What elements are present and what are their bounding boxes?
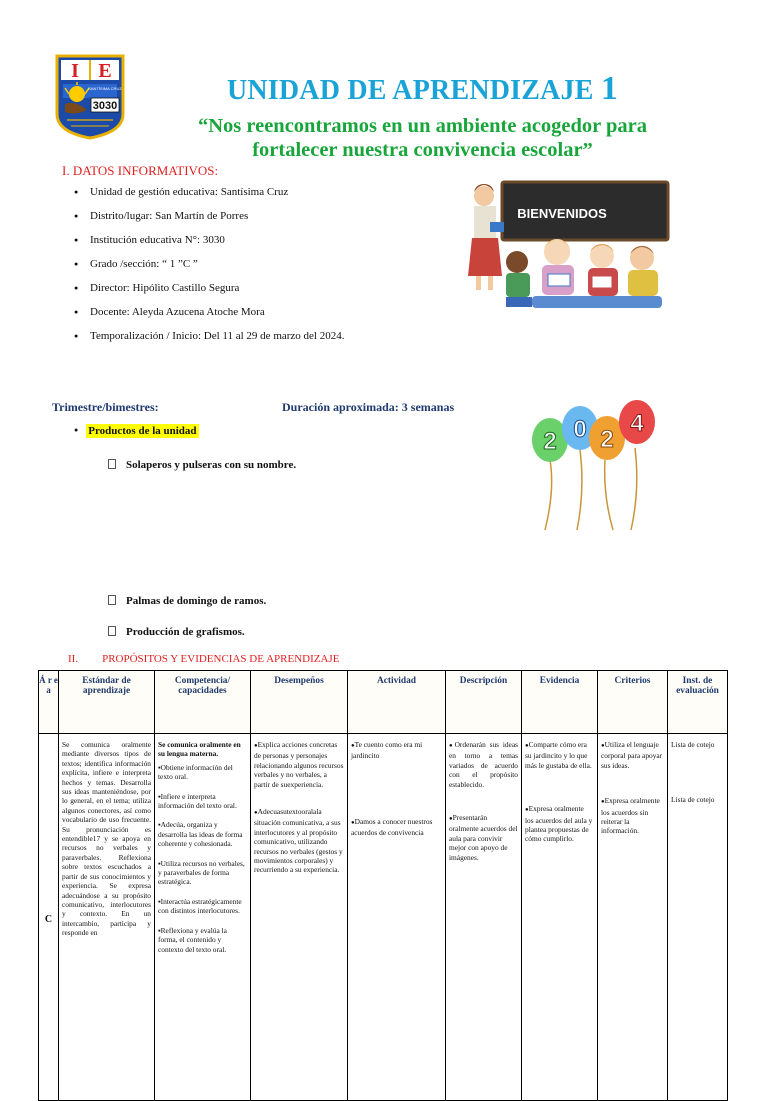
unit-number: 1	[600, 70, 619, 107]
col-header-actividad: Actividad	[348, 671, 446, 734]
info-item: ● Grado /sección: “ 1 ”C ”	[72, 257, 452, 281]
capacidad-item: ▪ Infiere e interpreta información del texto oral.	[158, 792, 247, 811]
info-item: ● Unidad de gestión educativa: Santísima Cruz	[72, 185, 452, 209]
descripcion-item: ● Ordenarán sus ideas en torno a temas variados de acuerdo con el propósito establecido.	[449, 740, 518, 789]
col-header-estandar: Estándar de aprendizaje	[59, 671, 155, 734]
cell-criterios	[598, 734, 668, 1101]
welcome-illustration	[462, 176, 670, 318]
capacidad-item: ▪ Adecúa, organiza y desarrolla las ideas de forma coherente y cohesionada.	[158, 820, 247, 848]
bullet-icon: ●	[74, 426, 79, 434]
info-item: ● Temporalización / Inicio: Del 11 al 29 de marzo del 2024.	[72, 329, 452, 353]
balloon-digit: 0	[573, 416, 587, 443]
col-header-area: Á r e a	[39, 671, 59, 734]
col-header-inst: Inst. de evaluación	[668, 671, 728, 734]
capacidad-item: ▪ Reflexiona y evalúa la forma, el contenido y contexto del texto oral.	[158, 926, 247, 954]
col-header-competencia: Competencia/ capacidades	[155, 671, 251, 734]
info-item: ● Distrito/lugar: San Martín de Porres	[72, 209, 452, 233]
balloon-digit: 2	[543, 428, 557, 455]
evidencia-item: ● Comparte cómo era su jardincito y lo que más le gustaba de ella.	[525, 740, 594, 770]
logo-number: 3030	[92, 100, 118, 112]
cell-actividad	[348, 734, 446, 1101]
balloon-digit: 4	[630, 410, 644, 437]
section-1-title: I. DATOS INFORMATIVOS:	[62, 163, 219, 178]
balloon-digit: 2	[600, 426, 614, 453]
cell-descripcion	[446, 734, 522, 1101]
capacidad-item: ▪ Utiliza recursos no verbales, y paraverbales de forma estratégica.	[158, 859, 247, 887]
col-header-evidencia: Evidencia	[522, 671, 598, 734]
criterio-item: ● Expresa oralmente los acuerdos sin reiterar la información.	[601, 796, 664, 836]
logo-letter-e: E	[98, 60, 112, 82]
balloons-2024-illustration	[525, 390, 665, 535]
actividad-item: ● Damos a conocer nuestros acuerdos de convivencia	[351, 817, 442, 838]
duracion-label: Duración aproximada: 3 semanas	[282, 400, 455, 414]
logo-letter-i: I	[71, 60, 79, 82]
producto-item	[108, 626, 245, 638]
col-header-descripcion: Descripción	[446, 671, 522, 734]
cell-competencia	[155, 734, 251, 1101]
desempeno-item: ● Adecuasutextooralala situación comunicativa, a sus interlocutores y al propósito comunicativo, utilizando recursos no verbales (gestos y movimientos corporales) y recurriendo a su experiencia.	[254, 807, 344, 875]
cell-desempenos	[251, 734, 348, 1101]
section-2-title	[68, 653, 339, 665]
producto-item	[108, 459, 296, 471]
producto-text: Producción de grafismos.	[126, 626, 245, 638]
info-item: ● Institución educativa N°: 3030	[72, 233, 452, 257]
info-list	[72, 185, 452, 353]
school-logo	[55, 54, 125, 140]
actividad-item: ● Te cuento como era mi jardincito	[351, 740, 442, 761]
competencia-title: Se comunica oralmente en su lengua materna.	[158, 740, 241, 759]
cell-estandar: Se comunica oralmente mediante diversos tipos de textos; identifica información explícita, infiere e interpreta hechos y temas. Desarrolla sus ideas manteniéndose, por lo general, en el tema; utiliza algunos conectores, así como vocabulario de uso frecuente. Su pronunciación es entendible17 y se apoya en recursos no verbales y paraverbales. Reflexiona sobre textos escuchados a partir de sus conocimientos y experiencia. Se expresa adecuándose a su propósito comunicativo, interlocutores y contexto. En un intercambio, participa y responde en	[59, 734, 155, 1101]
logo-school-name: SANTÍSIMA CRUZ	[88, 86, 122, 91]
producto-text: Palmas de domingo de ramos.	[126, 595, 267, 607]
checkbox-square-icon	[108, 626, 116, 636]
inst-item: Lista de cotejo	[671, 740, 715, 749]
unit-title-text: UNIDAD DE APRENDIZAJE	[226, 75, 594, 106]
unit-title	[150, 70, 695, 108]
productos-heading-text: Productos de la unidad	[88, 425, 197, 437]
descripcion-item: ● Presentarán oralmente acuerdos del aula para convivir mejor con apoyo de imágenes.	[449, 813, 518, 862]
unit-subtitle: “Nos reencontramos en un ambiente acogedor para fortalecer nuestra convivencia escolar”	[197, 115, 648, 161]
trimestre-label: Trimestre/bimestres:	[52, 400, 159, 414]
info-item: ● Director: Hipólito Castillo Segura	[72, 281, 452, 305]
section-2-numeral: II.	[68, 653, 79, 665]
cell-evidencia	[522, 734, 598, 1101]
welcome-sign-text: BIENVENIDOS	[517, 206, 607, 221]
productos-heading	[74, 425, 199, 437]
producto-text: Solaperos y pulseras con su nombre.	[126, 459, 297, 471]
inst-item: Lista de cotejo	[671, 795, 715, 805]
checkbox-square-icon	[108, 459, 116, 469]
desempeno-item: ● Explica acciones concretas de personas y personajes relacionando algunos recursos verbales y no verbales, a partir de suexperiencia.	[254, 740, 344, 789]
section-2-text: PROPÓSITOS Y EVIDENCIAS DE APRENDIZAJE	[102, 653, 340, 665]
col-header-criterios: Criterios	[598, 671, 668, 734]
purposes-table	[38, 670, 728, 1101]
evidencia-item: ● Expresa oralmente los acuerdos del aula y plantea propuestas de cómo cumplirlo.	[525, 804, 594, 844]
cell-area: C	[39, 734, 59, 1101]
table-row	[39, 734, 728, 1101]
checkbox-square-icon	[108, 595, 116, 605]
col-header-desempenos: Desempeños	[251, 671, 348, 734]
producto-item	[108, 595, 266, 607]
capacidad-item: ▪ Obtiene información del texto oral.	[158, 763, 247, 782]
criterio-item: ● Utiliza el lenguaje corporal para apoyar sus ideas.	[601, 740, 664, 770]
info-item: ● Docente: Aleyda Azucena Atoche Mora	[72, 305, 452, 329]
cell-inst	[668, 734, 728, 1101]
capacidad-item: ▪ Interactúa estratégicamente con distintos interlocutores.	[158, 897, 247, 916]
table-header-row	[39, 671, 728, 734]
